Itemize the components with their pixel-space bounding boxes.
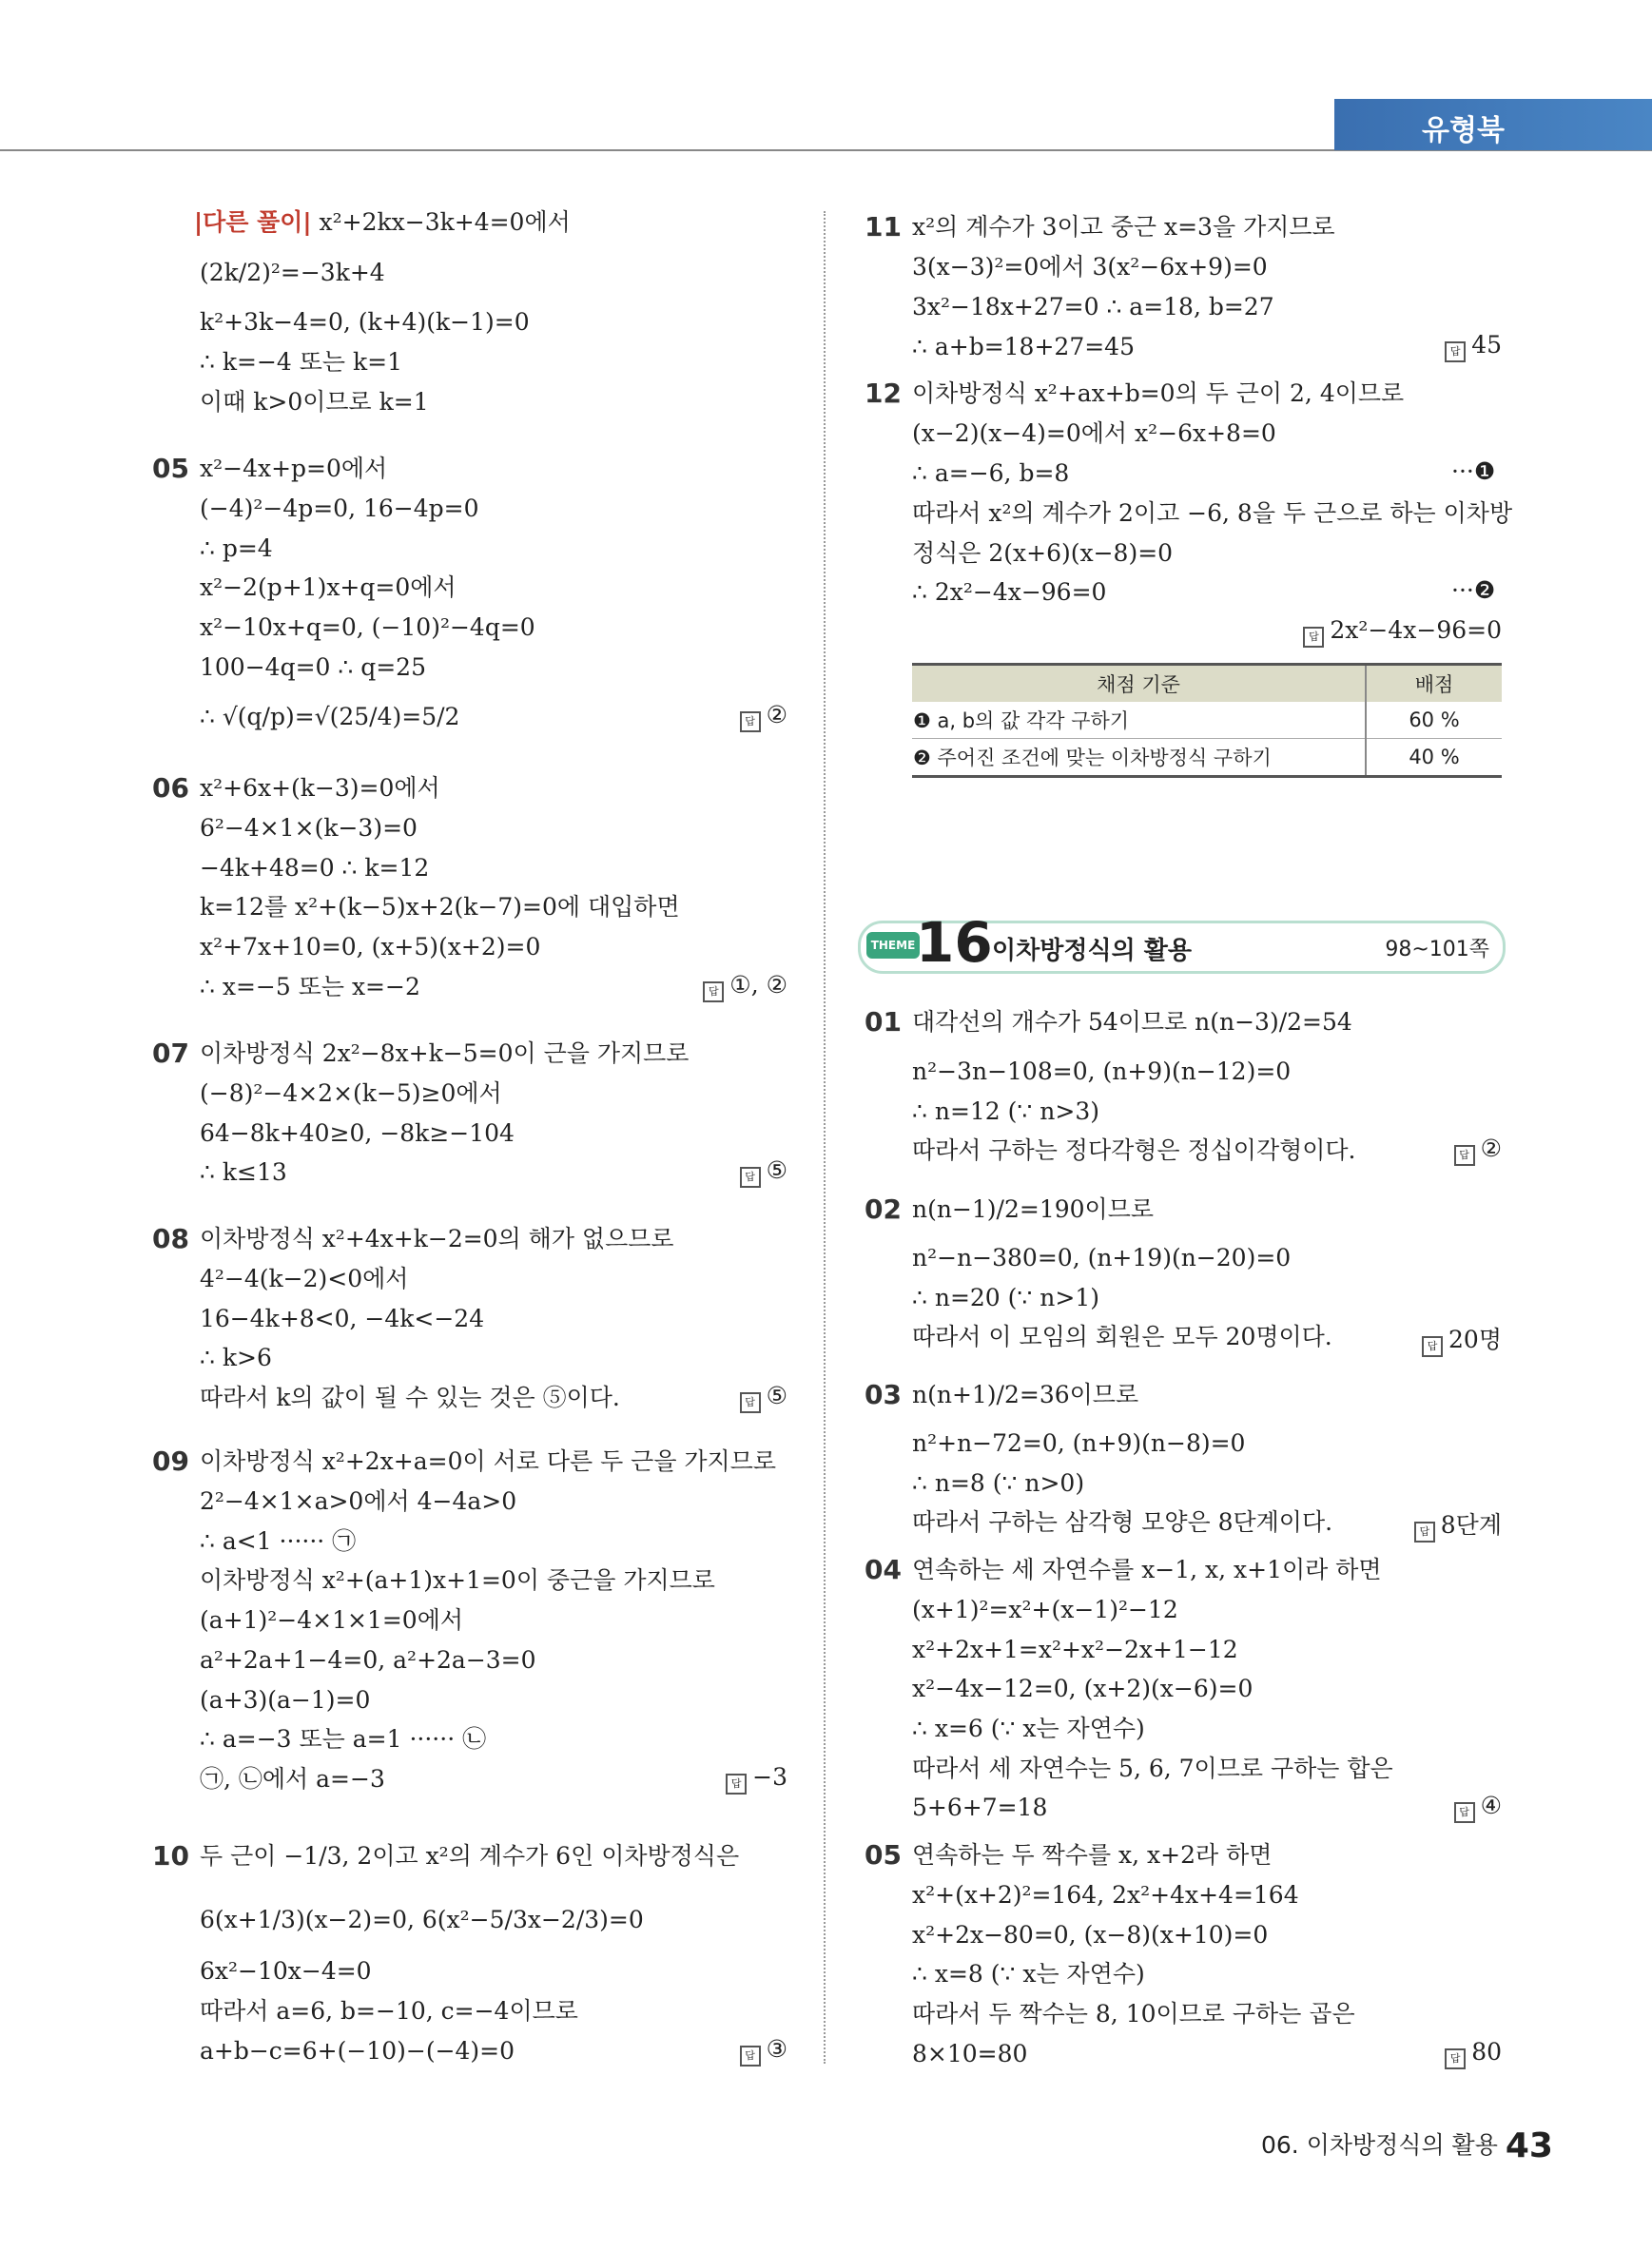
solution-line: x²+7x+10=0, (x+5)(x+2)=0 [200,933,541,961]
table-header: 채점 기준 [912,665,1366,703]
table-header-row [912,665,1502,703]
scoring-table [912,663,1502,778]
theme-title: 이차방정식의 활용 [992,937,1192,965]
solution-line: 2²−4×1×a>0에서 4−4a>0 [200,1487,517,1515]
solution-line: 6²−4×1×(k−3)=0 [200,814,418,842]
problem-number: 09 [152,1446,189,1477]
solution-line: (−4)²−4p=0, 16−4p=0 [200,495,479,522]
solution-line: n(n+1)/2=36이므로 [912,1381,1139,1408]
solution-line: ∴ a<1 ······ ㉠ [200,1527,357,1555]
solution-line: (a+1)²−4×1×1=0에서 [200,1606,463,1634]
solution-line: 이차방정식 2x²−8x+k−5=0이 근을 가지므로 [200,1039,690,1067]
solution-line: x²−10x+q=0, (−10)²−4q=0 [200,613,535,641]
answer: 답 80 [1445,2038,1502,2069]
problem-number: 02 [865,1193,902,1225]
solution-line: 6(x+1/3)(x−2)=0, 6(x²−5/3x−2/3)=0 [200,1906,644,1933]
solution-line: 이차방정식 x²+ax+b=0의 두 근이 2, 4이므로 [912,379,1405,407]
table-row [912,739,1502,777]
solution-line: ∴ p=4 [200,534,273,562]
solution-line: 따라서 구하는 삼각형 모양은 8단계이다. [912,1508,1333,1536]
step-marker: ···❷ [1451,576,1496,604]
answer: 답 20명 [1422,1321,1502,1357]
alt-line: (2k/2)²=−3k+4 [200,259,385,286]
answer: 답 45 [1445,331,1502,362]
answer: 답 −3 [726,1763,787,1795]
alt-line: 이때 k>0이므로 k=1 [200,388,429,416]
solution-line: 대각선의 개수가 54이므로 n(n−3)/2=54 [912,1008,1352,1036]
table-header: 배점 [1366,665,1502,703]
solution-line: −4k+48=0 ∴ k=12 [200,854,430,882]
answer: 답 ⑤ [740,1382,787,1413]
solution-line: 16−4k+8<0, −4k<−24 [200,1305,485,1332]
theme-badge: THEME [866,932,920,959]
solution-line: 5+6+7=18 [912,1794,1048,1821]
solution-line: ∴ 2x²−4x−96=0 [912,578,1107,606]
solution-line: 3(x−3)²=0에서 3(x²−6x+9)=0 [912,253,1268,281]
solution-line: (−8)²−4×2×(k−5)≥0에서 [200,1079,502,1107]
table-cell: 40 % [1366,739,1502,777]
answer: 답 ①, ② [703,971,787,1002]
solution-line: ∴ n=12 (∵ n>3) [912,1097,1099,1125]
problem-number: 08 [152,1223,189,1254]
solution-line: a²+2a+1−4=0, a²+2a−3=0 [200,1646,536,1674]
problem-number: 04 [865,1554,902,1585]
solution-line: 따라서 이 모임의 회원은 모두 20명이다. [912,1323,1332,1350]
step-marker: ···❶ [1451,457,1496,485]
solution-line: 연속하는 세 자연수를 x−1, x, x+1이라 하면 [912,1556,1382,1583]
answer: 답 2x²−4x−96=0 [1303,616,1502,648]
table-row [912,702,1502,739]
answer: 답 ④ [1454,1792,1502,1823]
solution-line: ∴ a=−6, b=8 [912,459,1070,487]
solution-line: ∴ k>6 [200,1344,272,1371]
solution-line: 100−4q=0 ∴ q=25 [200,653,426,681]
table-cell: 60 % [1366,702,1502,739]
problem-number: 05 [152,453,189,484]
theme-pages: 98~101쪽 [1385,938,1489,961]
answer: 답 ② [1454,1135,1502,1166]
solution-line: a+b−c=6+(−10)−(−4)=0 [200,2037,515,2065]
answer: 답 8단계 [1414,1506,1502,1543]
solution-line: 정식은 2(x+6)(x−8)=0 [912,539,1174,567]
solution-line: 4²−4(k−2)<0에서 [200,1265,409,1292]
problem-number: 03 [865,1379,902,1410]
answer: 답 ⑤ [740,1156,787,1188]
alt-line: k²+3k−4=0, (k+4)(k−1)=0 [200,308,530,336]
problem-number: 10 [152,1840,189,1872]
chapter-title: 06. 이차방정식의 활용 [1261,2131,1498,2159]
table-cell: ❷ 주어진 조건에 맞는 이차방정식 구하기 [912,739,1366,777]
solution-line: ∴ n=8 (∵ n>0) [912,1469,1085,1497]
solution-line: 따라서 a=6, b=−10, c=−4이므로 [200,1997,578,2025]
solution-line: ∴ a+b=18+27=45 [912,333,1135,360]
column-divider [824,211,826,2064]
solution-line: k=12를 x²+(k−5)x+2(k−7)=0에 대입하면 [200,893,680,921]
solution-line: (x+1)²=x²+(x−1)²−12 [912,1596,1178,1623]
alt-solution-tag: |다른 풀이| [194,208,312,236]
solution-line: ∴ n=20 (∵ n>1) [912,1284,1099,1311]
solution-line: ∴ x=6 (∵ x는 자연수) [912,1715,1145,1742]
answer: 답 ② [740,701,787,732]
solution-line: n²+n−72=0, (n+9)(n−8)=0 [912,1429,1246,1457]
problem-number: 01 [865,1006,902,1038]
solution-line: n²−3n−108=0, (n+9)(n−12)=0 [912,1058,1292,1085]
solution-line: 이차방정식 x²+4x+k−2=0의 해가 없으므로 [200,1225,674,1252]
solution-line: 6x²−10x−4=0 [200,1957,372,1985]
table-cell: ❶ a, b의 값 각각 구하기 [912,702,1366,739]
solution-line: n²−n−380=0, (n+19)(n−20)=0 [912,1244,1292,1271]
theme-banner [858,910,1506,975]
header-tab [1334,99,1652,150]
solution-line: (x−2)(x−4)=0에서 x²−6x+8=0 [912,419,1276,447]
solution-line: 연속하는 두 짝수를 x, x+2라 하면 [912,1841,1273,1869]
page-footer [1261,2126,1553,2165]
solution-line: x²+6x+(k−3)=0에서 [200,774,440,802]
solution-line: x²−4x+p=0에서 [200,455,388,482]
solution-line: 이차방정식 x²+(a+1)x+1=0이 중근을 가지므로 [200,1566,715,1594]
solution-line: 따라서 구하는 정다각형은 정십이각형이다. [912,1136,1356,1164]
solution-line: 두 근이 −1/3, 2이고 x²의 계수가 6인 이차방정식은 [200,1842,740,1870]
solution-line: 3x²−18x+27=0 ∴ a=18, b=27 [912,293,1274,320]
theme-number: 16 [916,910,993,975]
solution-line: x²+2x+1=x²+x²−2x+1−12 [912,1636,1238,1663]
solution-line: ∴ x=−5 또는 x=−2 [200,973,420,1000]
solution-line: 따라서 k의 값이 될 수 있는 것은 ⑤이다. [200,1384,620,1411]
solution-line: ∴ √(q/p)=√(25/4)=5/2 [200,703,460,730]
alt-solution-line: |다른 풀이| x²+2kx−3k+4=0에서 [194,208,571,236]
problem-number: 07 [152,1038,189,1069]
solution-line: n(n−1)/2=190이므로 [912,1195,1155,1223]
solution-line: x²+2x−80=0, (x−8)(x+10)=0 [912,1921,1269,1949]
solution-line: ∴ x=8 (∵ x는 자연수) [912,1960,1145,1988]
solution-line: 따라서 두 짝수는 8, 10이므로 구하는 곱은 [912,2000,1355,2028]
page-number: 43 [1505,2126,1553,2165]
solution-line: ㉠, ㉡에서 a=−3 [200,1765,385,1793]
solution-line: ∴ a=−3 또는 a=1 ······ ㉡ [200,1725,487,1753]
answer: 답 ③ [740,2035,787,2067]
alt-line: ∴ k=−4 또는 k=1 [200,348,402,376]
solution-line: x²−4x−12=0, (x+2)(x−6)=0 [912,1675,1254,1702]
solution-line: 따라서 세 자연수는 5, 6, 7이므로 구하는 합은 [912,1755,1393,1782]
problem-number: 05 [865,1839,902,1871]
solution-line: 따라서 x²의 계수가 2이고 −6, 8을 두 근으로 하는 이차방 [912,499,1513,527]
problem-number: 06 [152,772,189,804]
problem-number: 12 [865,378,902,409]
solution-line: ∴ k≤13 [200,1158,287,1186]
solution-line: x²−2(p+1)x+q=0에서 [200,573,457,601]
problem-number: 11 [865,211,902,243]
header-tab-label: 유형북 [1422,114,1505,147]
solution-line: x²+(x+2)²=164, 2x²+4x+4=164 [912,1881,1299,1909]
solution-line: x²의 계수가 3이고 중근 x=3을 가지므로 [912,213,1335,241]
solution-line: 8×10=80 [912,2040,1028,2067]
solution-line: 64−8k+40≥0, −8k≥−104 [200,1119,515,1147]
solution-line: 이차방정식 x²+2x+a=0이 서로 다른 두 근을 가지므로 [200,1447,777,1475]
solution-line: (a+3)(a−1)=0 [200,1686,371,1714]
